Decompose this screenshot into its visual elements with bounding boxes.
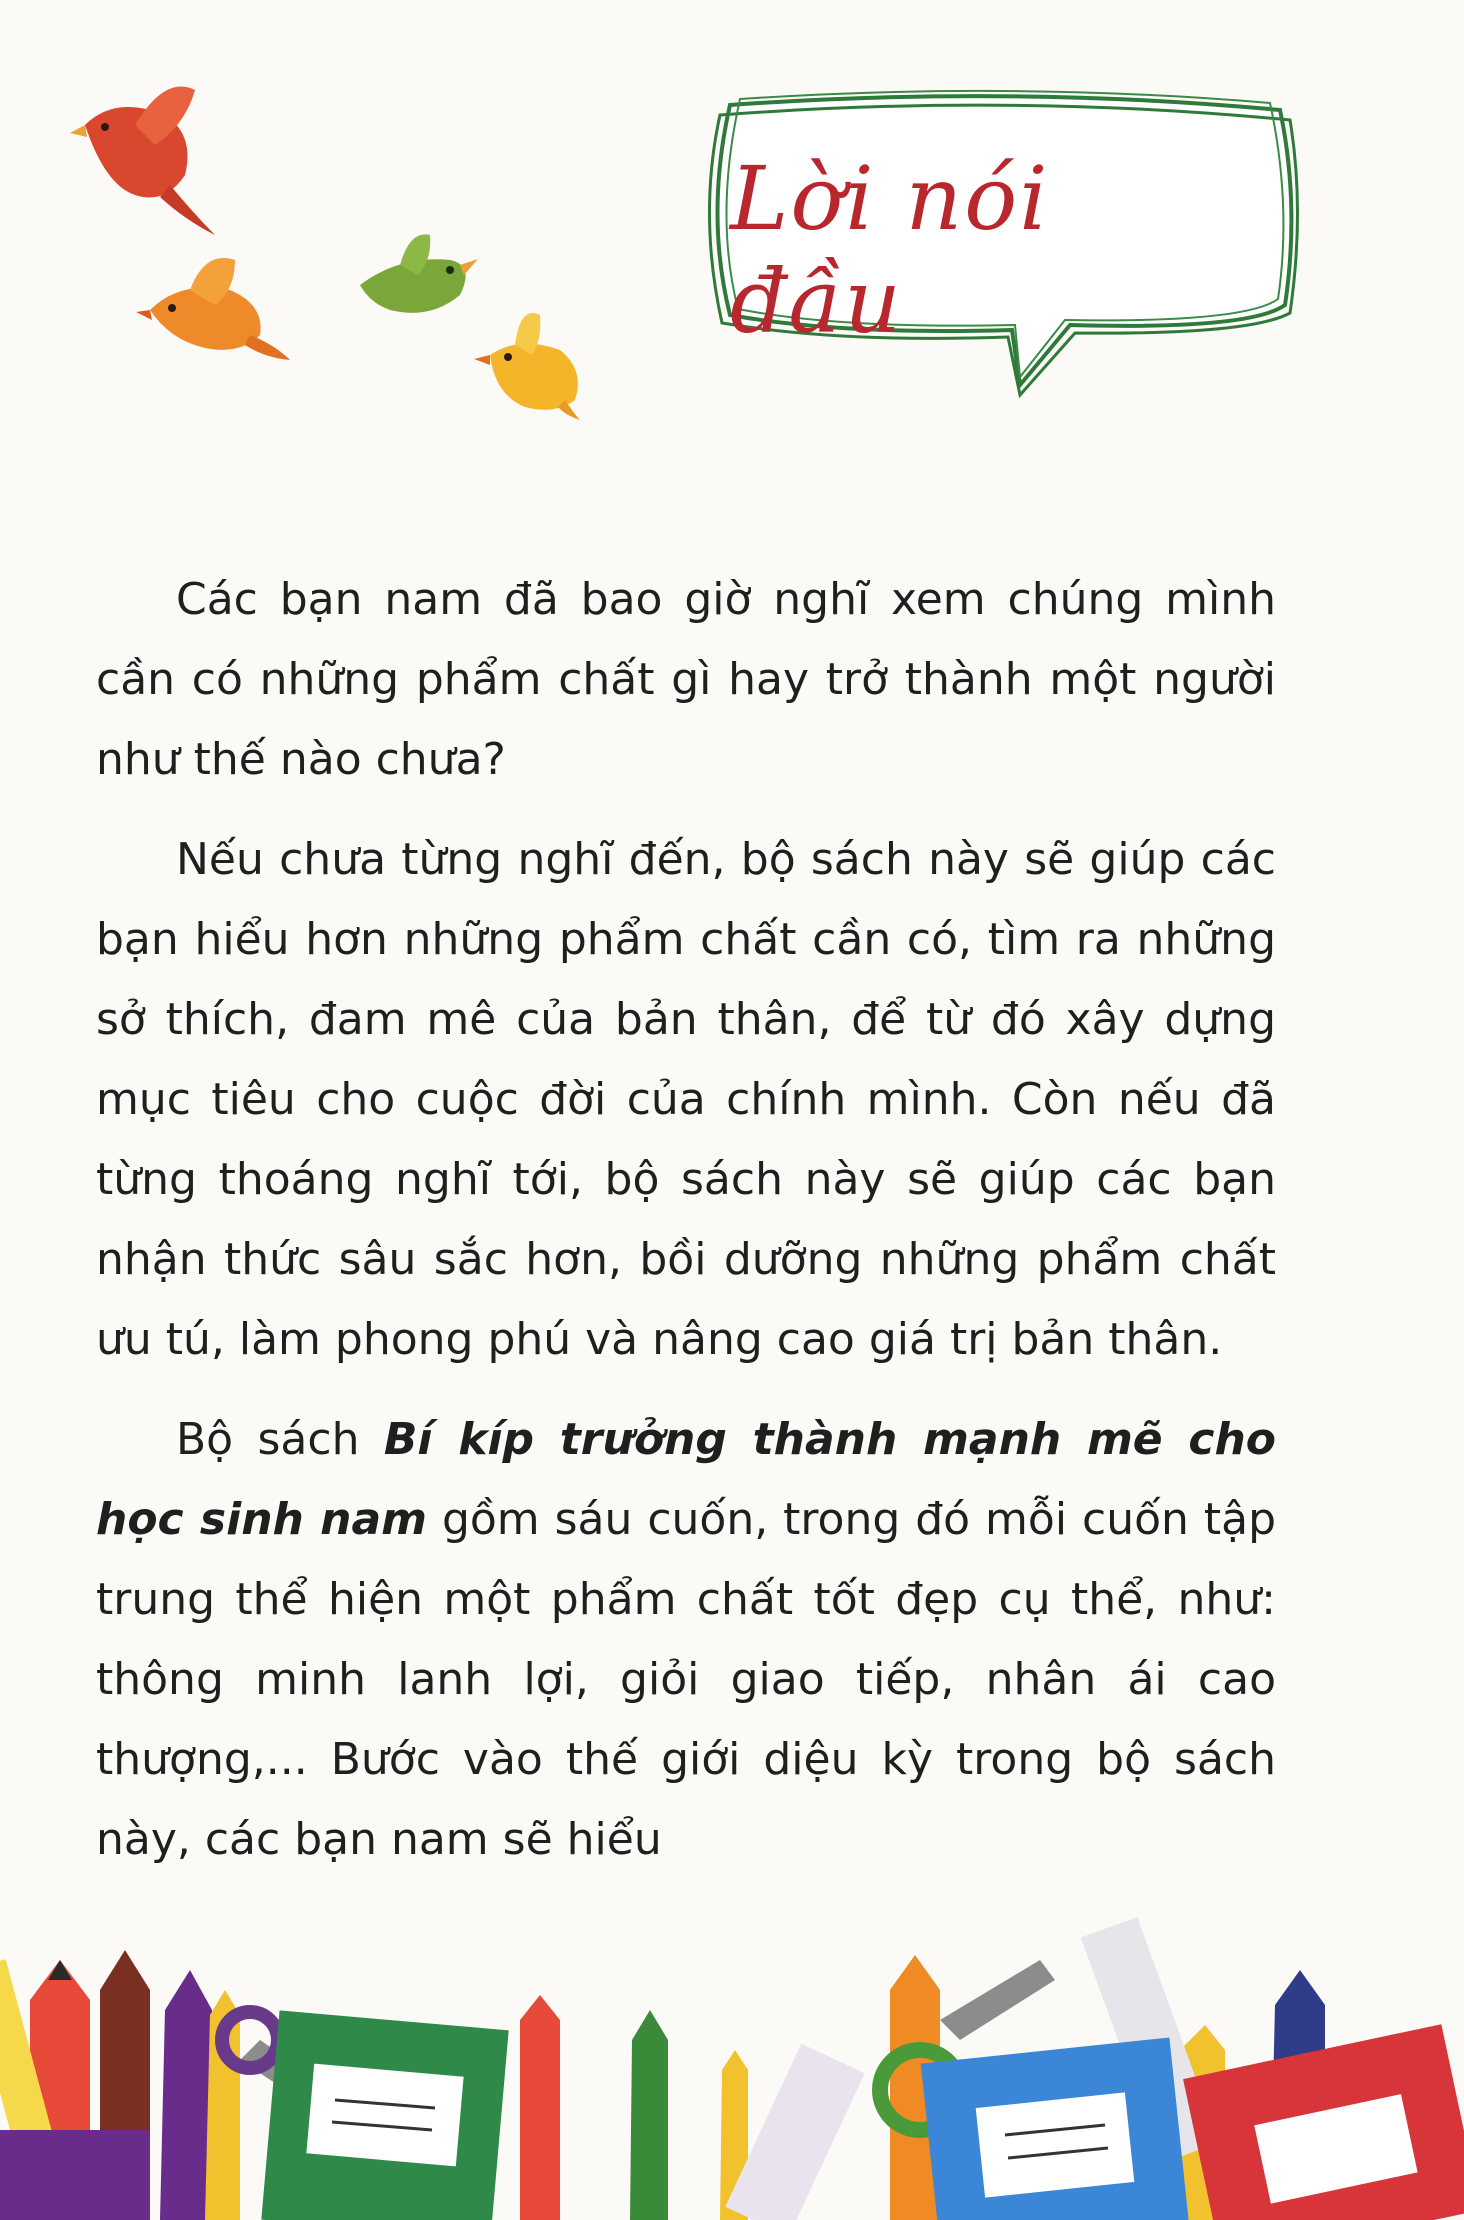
birds-decoration — [0, 0, 640, 460]
school-supplies-illustration — [0, 1900, 1464, 2220]
orange-bird-icon — [136, 258, 290, 360]
blue-notebook-icon — [921, 2037, 1189, 2220]
purple-notebook-icon — [0, 2130, 150, 2220]
paragraph-2: Nếu chưa từng nghĩ đến, bộ sách này sẽ giúp các bạn hiểu hơn những phẩm chất cần có, tìm ra những sở thích, đam mê của bản thân, để từ đó xây dựng mục tiêu cho cuộc đời của chính mình. Còn nếu đã từng thoáng nghĩ tới, bộ sách này sẽ giúp các bạn nhận thức sâu sắc hơn, bồi dưỡng những phẩm chất ưu tú, làm phong phú và nâng cao giá trị bản thân. — [96, 834, 1276, 1365]
book-series-title: Bí kíp trưởng thành mạnh mẽ cho học sinh nam — [96, 1414, 1276, 1545]
page-title: Lời nói đầu — [730, 147, 1050, 353]
foreword-body — [96, 560, 1276, 1900]
green-bird-icon — [360, 234, 478, 312]
red-bird-icon — [70, 87, 215, 235]
paragraph-3-start: Bộ sách — [176, 1414, 384, 1465]
yellow-bird-icon — [474, 313, 580, 420]
red-notebook-icon — [1183, 2024, 1464, 2220]
paragraph-3 — [96, 1400, 1276, 1880]
green-notebook-icon — [261, 2010, 508, 2220]
paragraph-1: Các bạn nam đã bao giờ nghĩ xem chúng mình cần có những phẩm chất gì hay trở thành một người như thế nào chưa? — [96, 574, 1276, 785]
paragraph-3-end: gồm sáu cuốn, trong đó mỗi cuốn tập trung thể hiện một phẩm chất tốt đẹp cụ thể, như: thông minh lanh lợi, giỏi giao tiếp, nhân ái cao thượng,... Bước vào thế giới diệu kỳ trong bộ sách này, các bạn nam sẽ hiểu — [96, 1494, 1276, 1865]
